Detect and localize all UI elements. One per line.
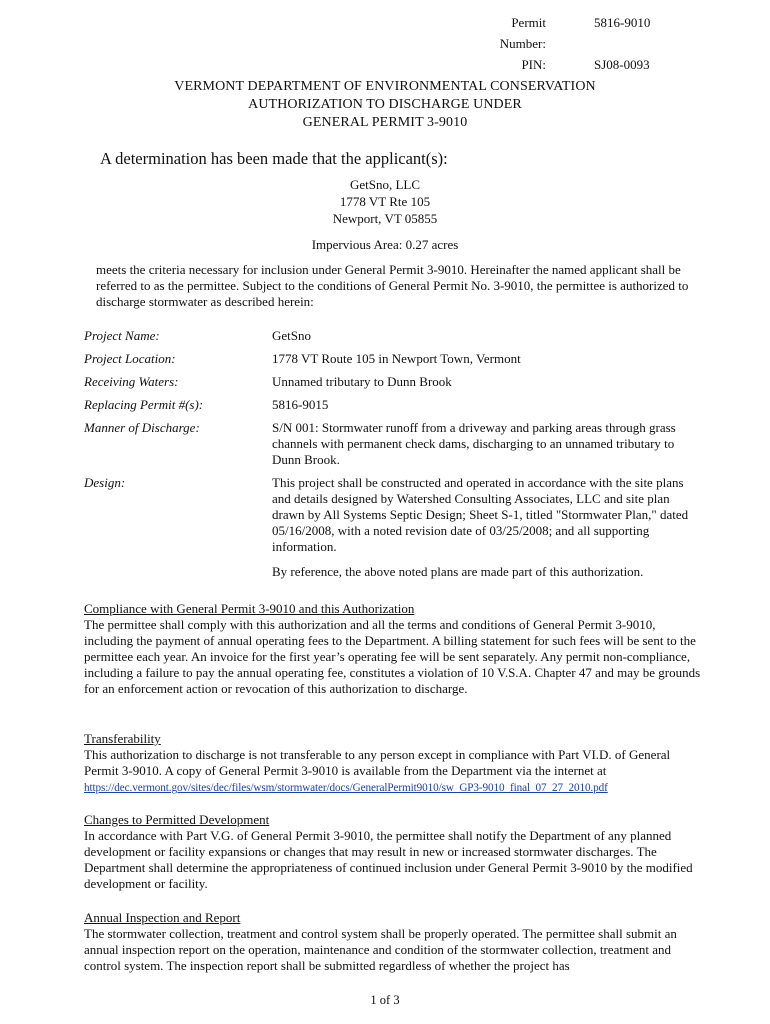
applicant-address-2: Newport, VT 05855 — [332, 211, 438, 226]
permit-number-value: 5816-9010 — [594, 15, 651, 30]
field-value: Unnamed tributary to Dunn Brook — [272, 374, 452, 389]
section-transferability — [84, 731, 704, 796]
section-title: Transferability — [84, 731, 161, 746]
field-label: Project Location: — [84, 351, 176, 366]
header-line-1: VERMONT DEPARTMENT OF ENVIRONMENTAL CONSERVATION — [174, 79, 596, 94]
section-body: The permittee shall comply with this authorization and all the terms and conditions of General Permit 3-9010, including the payment of annual operating fees to the Department. A billing statement for such fees will be sent to the permittee each year. An invoice for the first year’s operating fee will be sent separately. Any permit non-compliance, including a failure to pay the annual operating fee, constitutes a violation of 10 V.S.A. Chapter 47 and may be grounds for an enforcement action or revocation of this authorization to discharge. — [84, 617, 701, 696]
applicant-address-1: 1778 VT Rte 105 — [339, 194, 431, 209]
pin-row — [474, 54, 684, 75]
field-receiving-waters — [84, 374, 704, 390]
general-permit-link[interactable]: https://dec.vermont.gov/sites/dec/files/wsm/stormwater/docs/GeneralPermit9010/sw_GP3-9010_final_07_27_2010.pdf — [84, 782, 608, 794]
field-value: GetSno — [272, 328, 311, 343]
field-label: Project Name: — [84, 328, 160, 343]
design-paragraph-2: By reference, the above noted plans are made part of this authorization. — [272, 564, 644, 579]
field-value: S/N 001: Stormwater runoff from a driveway and parking areas through grass channels with permanent check dams, discharging to an unnamed tributary to Dunn Brook. — [272, 420, 676, 467]
page-number: 1 of 3 — [370, 993, 400, 1007]
field-project-location — [84, 351, 704, 367]
permit-number-label: Permit Number: — [499, 15, 546, 51]
section-title: Changes to Permitted Development — [84, 812, 270, 827]
applicant-name: GetSno, LLC — [349, 177, 421, 192]
section-title: Compliance with General Permit 3-9010 and this Authorization — [84, 601, 415, 616]
design-paragraph-1: This project shall be constructed and operated in accordance with the site plans and details designed by Watershed Consulting Associates, LLC and site plan drawn by All Systems Septic Design; Sheet S-1, titled "Stormwater Plan," dated 05/16/2008, with a noted revision date of 03/25/2008; and all supporting information. — [272, 475, 689, 554]
section-changes — [84, 812, 704, 892]
impervious-area: Impervious Area: 0.27 acres — [311, 237, 459, 252]
section-title: Annual Inspection and Report — [84, 910, 241, 925]
permit-number-row — [474, 12, 684, 54]
section-body: This authorization to discharge is not transferable to any person except in compliance with Part VI.D. of General Permit 3-9010. A copy of General Permit 3-9010 is available from the Department via the internet at — [84, 747, 671, 778]
field-manner-of-discharge — [84, 420, 704, 468]
permit-info — [474, 12, 684, 75]
project-fields — [84, 328, 704, 596]
criteria-paragraph: meets the criteria necessary for inclusion under General Permit 3-9010. Hereinafter the named applicant shall be referred to as the permittee. Subject to the conditions of General Permit No. 3-9010, the permittee is authorized to discharge stormwater as described herein: — [96, 262, 689, 309]
section-annual-inspection — [84, 910, 704, 974]
field-value: 5816-9015 — [272, 397, 329, 412]
field-label: Manner of Discharge: — [84, 420, 200, 435]
field-design — [84, 475, 704, 589]
pin-value: SJ08-0093 — [594, 57, 650, 72]
section-body: In accordance with Part V.G. of General Permit 3-9010, the permittee shall notify the Department of any planned development or facility expansions or changes that may result in new or increased stormwater discharges. The Department shall determine the appropriateness of continued inclusion under General Permit 3-9010 by the modified development or facility. — [84, 828, 693, 891]
field-value: 1778 VT Route 105 in Newport Town, Vermont — [272, 351, 521, 366]
section-compliance — [84, 601, 704, 697]
field-label: Receiving Waters: — [84, 374, 179, 389]
document-header — [0, 78, 770, 132]
determination-statement: A determination has been made that the applicant(s): — [100, 149, 448, 168]
header-line-2: AUTHORIZATION TO DISCHARGE UNDER — [248, 97, 522, 112]
field-label: Design: — [84, 475, 126, 490]
section-body: The stormwater collection, treatment and control system shall be properly operated. The permittee shall submit an annual inspection report on the operation, maintenance and condition of the stormwater collection, treatment and control system. The inspection report shall be submitted regardless of whether the project has — [84, 926, 677, 973]
field-value — [272, 475, 702, 589]
field-replacing-permit — [84, 397, 704, 413]
field-project-name — [84, 328, 704, 344]
applicant-block — [0, 176, 770, 227]
header-line-3: GENERAL PERMIT 3-9010 — [302, 115, 468, 130]
field-label: Replacing Permit #(s): — [84, 397, 204, 412]
pin-label: PIN: — [521, 57, 546, 72]
